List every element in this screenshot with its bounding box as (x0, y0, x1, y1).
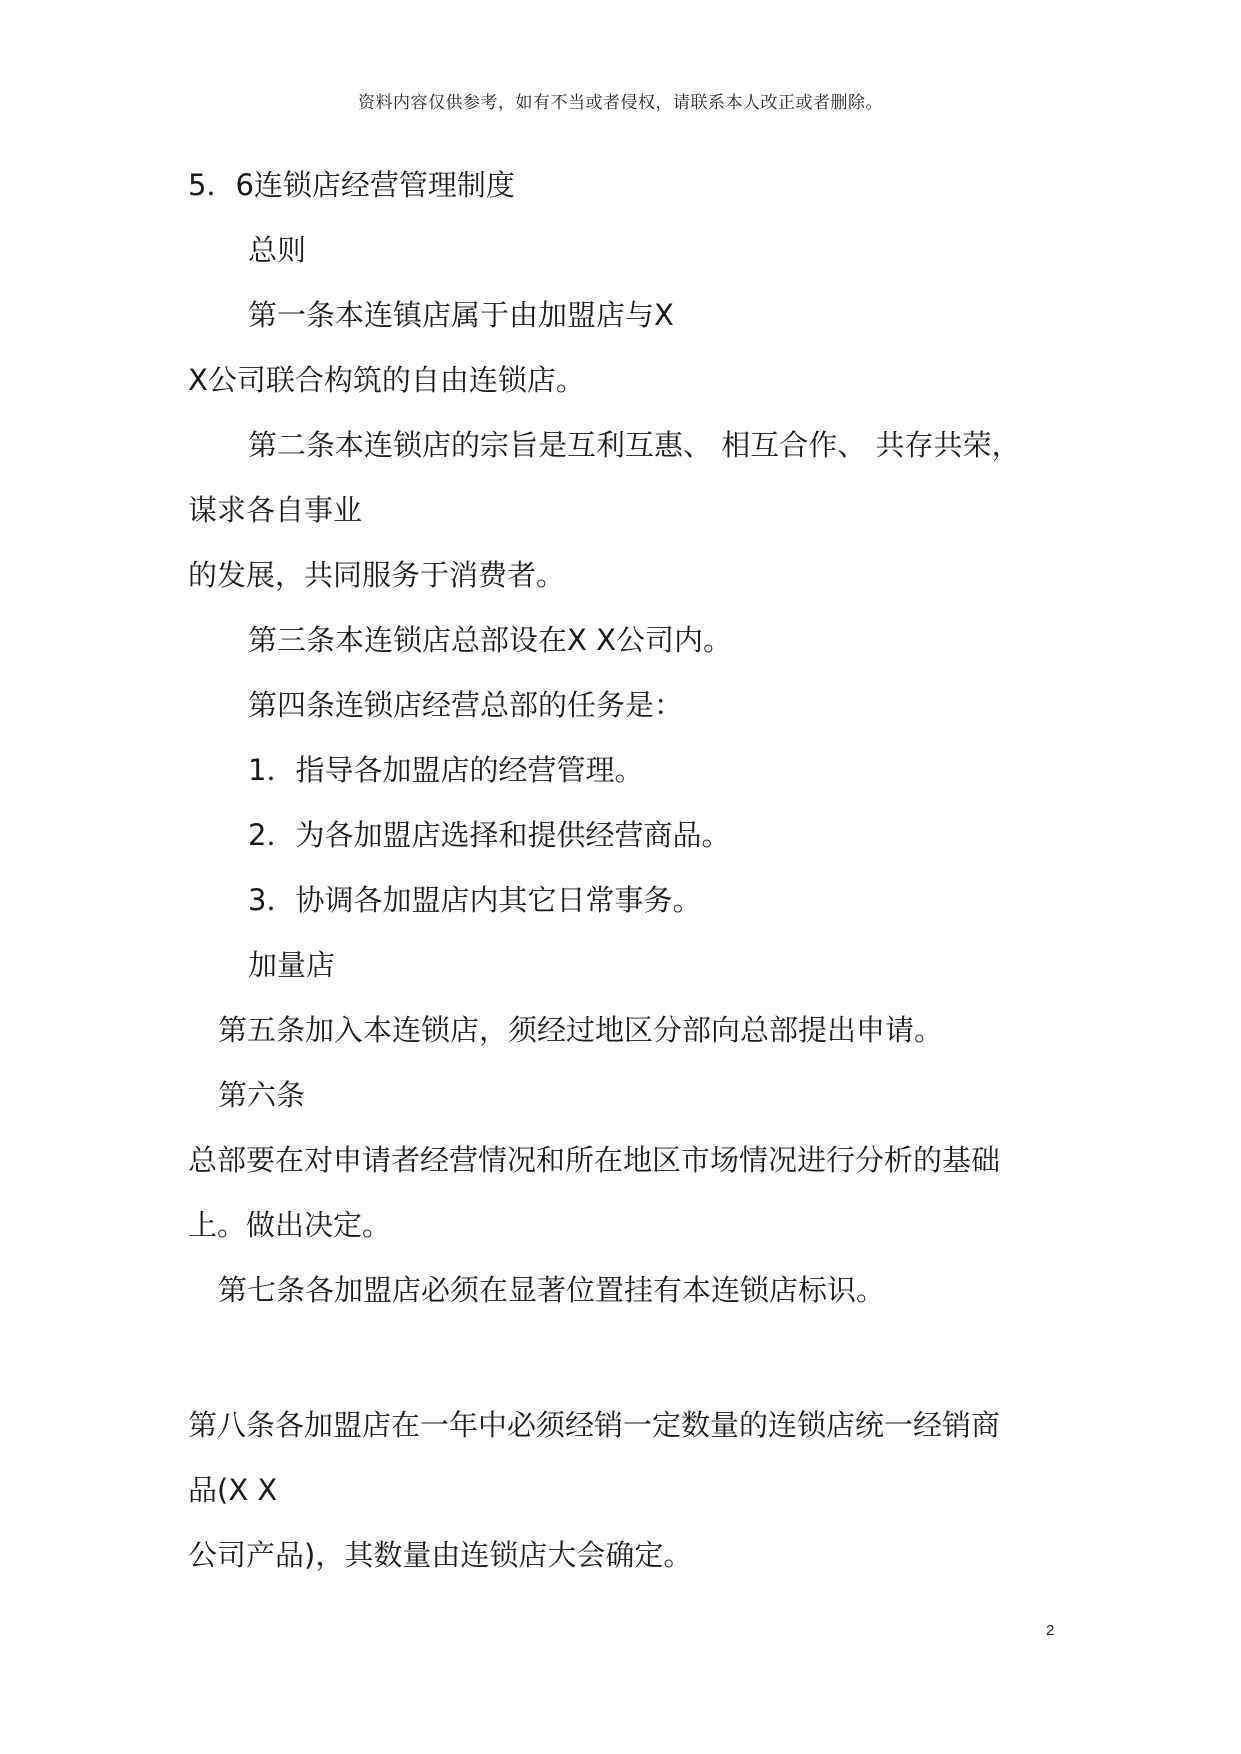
paragraph-line: 上。做出决定。 (188, 1208, 392, 1242)
paragraph-line: 品(X X (188, 1473, 278, 1507)
paragraph-line: 第一条本连镇店属于由加盟店与X (248, 298, 674, 332)
disclaimer-header: 资料内容仅供参考，如有不当或者侵权，请联系本人改正或者删除。 (358, 93, 883, 113)
list-item: 2．为各加盟店选择和提供经营商品。 (248, 818, 731, 852)
paragraph-line: 第四条连锁店经营总部的任务是： (248, 688, 684, 722)
page-number: 2 (1046, 1622, 1055, 1639)
paragraph-line: 第三条本连锁店总部设在X X公司内。 (248, 623, 732, 657)
paragraph-line: 公司产品)，其数量由连锁店大会确定。 (188, 1538, 693, 1572)
paragraph-line: X公司联合构筑的自由连锁店。 (188, 363, 585, 397)
subheading-franchise: 加量店 (248, 948, 336, 982)
paragraph-line: 的发展，共同服务于消费者。 (188, 558, 566, 592)
subheading-general: 总则 (248, 233, 307, 267)
paragraph-line: 谋求各自事业 (188, 493, 363, 527)
paragraph-line: 总部要在对申请者经营情况和所在地区市场情况进行分析的基础 (188, 1143, 1001, 1177)
list-item: 3．协调各加盟店内其它日常事务。 (248, 883, 702, 917)
paragraph-line: 第七条各加盟店必须在显著位置挂有本连锁店标识。 (218, 1273, 886, 1307)
paragraph-line: 第六条 (218, 1078, 306, 1112)
section-heading: 5．6连锁店经营管理制度 (188, 168, 515, 202)
paragraph-line: 第二条本连锁店的宗旨是互利互惠、 相互合作、 共存共荣， (248, 428, 1021, 462)
list-item: 1．指导各加盟店的经营管理。 (248, 753, 644, 787)
paragraph-line: 第五条加入本连锁店，须经过地区分部向总部提出申请。 (218, 1013, 944, 1047)
paragraph-line: 第八条各加盟店在一年中必须经销一定数量的连锁店统一经销商 (188, 1408, 1001, 1442)
